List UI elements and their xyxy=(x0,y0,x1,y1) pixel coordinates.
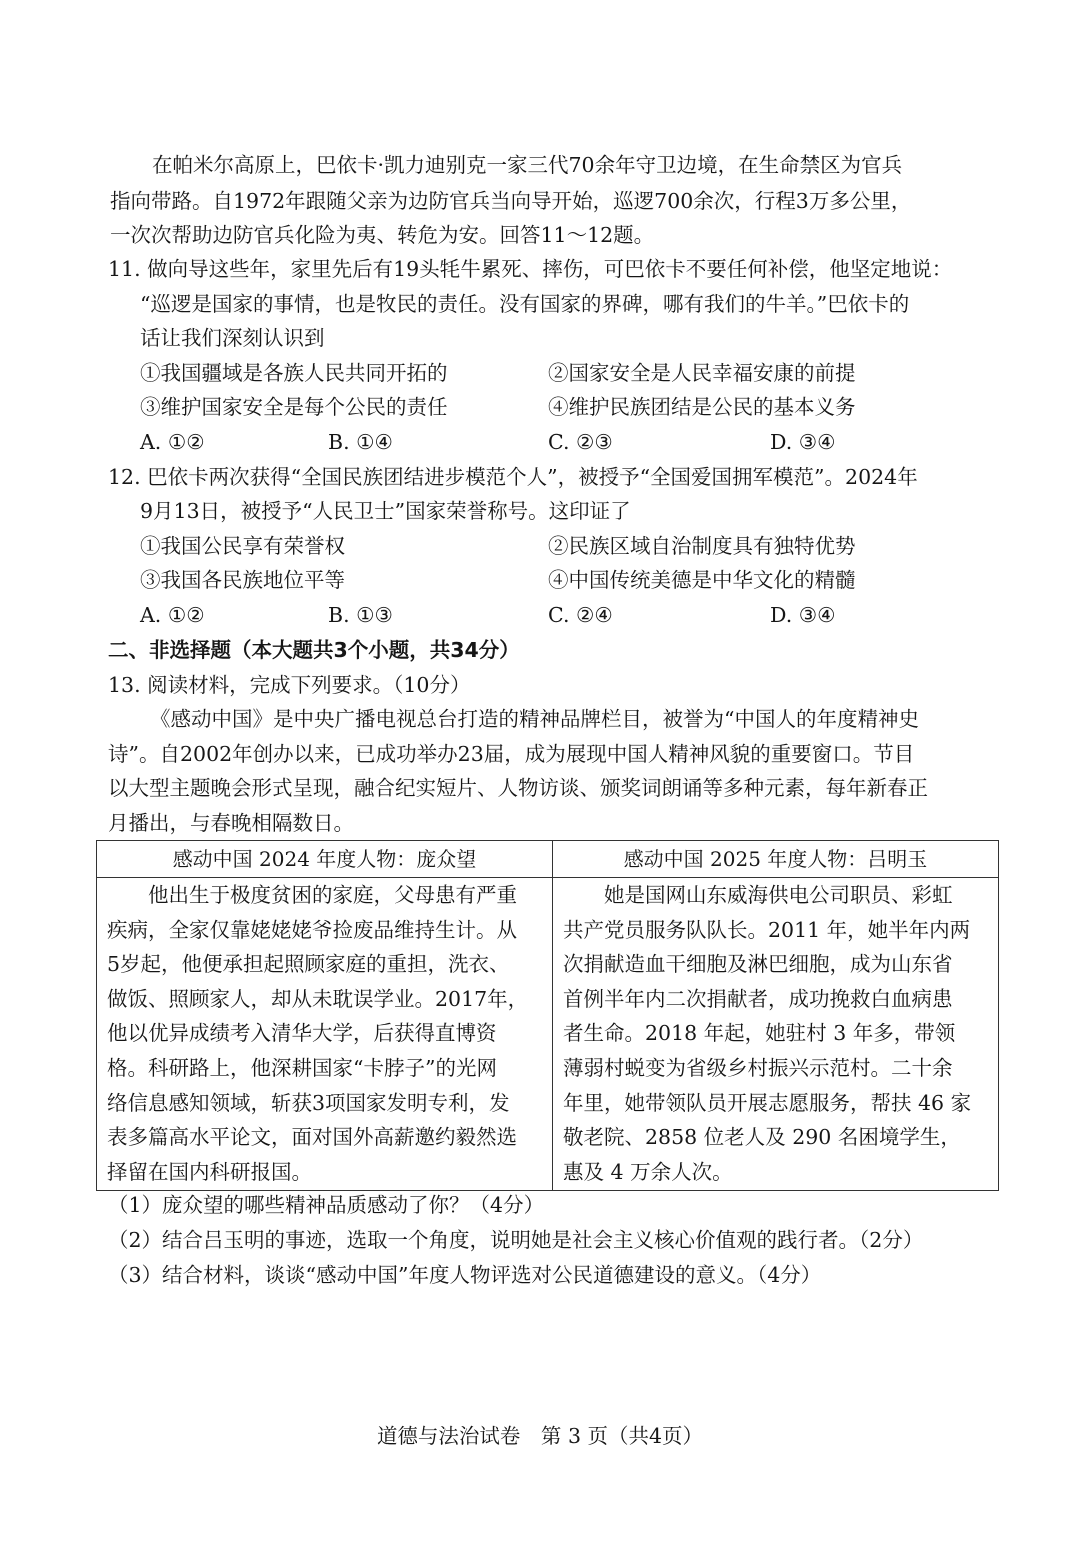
left-cell-line: 络信息感知领域，斩获3项国家发明专利，发 xyxy=(107,1090,510,1115)
table-cell-right xyxy=(553,878,999,1191)
table-header-row xyxy=(97,841,999,878)
table-body-row xyxy=(97,878,999,1191)
q12-choice-c: C. ②④ xyxy=(548,603,613,627)
q11-choice-c: C. ②③ xyxy=(548,430,613,454)
left-cell-line: 格。科研路上，他深耕国家“卡脖子”的光网 xyxy=(107,1055,497,1080)
right-cell-line: 次捐献造血干细胞及淋巴细胞，成为山东省 xyxy=(563,952,953,977)
right-cell-line: 她是国网山东威海供电公司职员、彩虹 xyxy=(563,883,953,907)
q12-item-4: ④中国传统美德是中华文化的精髓 xyxy=(548,568,856,592)
q13-material-4: 月播出，与春晚相隔数日。 xyxy=(108,811,354,835)
q13-material-3: 以大型主题晚会形式呈现，融合纪实短片、人物访谈、颁奖词朗诵等多种元素，每年新春正 xyxy=(108,776,928,800)
intro-line-1: 在帕米尔高原上，巴依卡·凯力迪别克一家三代70余年守卫边境，在生命禁区为官兵 xyxy=(152,153,903,177)
right-cell-line: 敬老院、2858 位老人及 290 名困境学生， xyxy=(563,1125,961,1150)
q12-stem-1: 12. 巴依卡两次获得“全国民族团结进步模范个人”，被授予“全国爱国拥军模范”。2024年 xyxy=(108,465,918,489)
q13-sub-2: （2）结合吕玉明的事迹，选取一个角度，说明她是社会主义核心价值观的践行者。（2分） xyxy=(108,1228,924,1252)
q11-item-1: ①我国疆域是各族人民共同开拓的 xyxy=(140,361,448,385)
intro-line-3: 一次次帮助边防官兵化险为夷、转危为安。回答11～12题。 xyxy=(110,223,655,247)
left-cell-line: 他出生于极度贫困的家庭，父母患有严重 xyxy=(107,883,517,907)
q11-choice-b: B. ①④ xyxy=(328,430,393,454)
table-header-right: 感动中国 2025 年度人物：吕明玉 xyxy=(553,841,999,878)
q11-item-3: ③维护国家安全是每个公民的责任 xyxy=(140,395,448,419)
section-title: 二、非选择题（本大题共3个小题，共34分） xyxy=(108,638,520,662)
right-cell-line: 者生命。2018 年起，她驻村 3 年多，带领 xyxy=(563,1021,956,1046)
right-cell-line: 共产党员服务队队长。2011 年，她半年内两 xyxy=(563,917,971,942)
q12-item-2: ②民族区域自治制度具有独特优势 xyxy=(548,534,856,558)
q12-item-3: ③我国各民族地位平等 xyxy=(140,568,345,592)
person-table xyxy=(96,840,999,1191)
q12-choice-d: D. ③④ xyxy=(770,603,836,627)
q13-stem: 13. 阅读材料，完成下列要求。（10分） xyxy=(108,673,471,697)
q13-material-2: 诗”。自2002年创办以来，已成功举办23届，成为展现中国人精神风貌的重要窗口。节目 xyxy=(108,742,915,766)
q12-stem-2: 9月13日，被授予“人民卫士”国家荣誉称号。这印证了 xyxy=(140,499,631,523)
intro-line-2: 指向带路。自1972年跟随父亲为边防官兵当向导开始，巡逻700余次，行程3万多公里， xyxy=(110,189,912,213)
left-cell-line: 择留在国内科研报国。 xyxy=(107,1159,312,1184)
left-cell-line: 他以优异成绩考入清华大学，后获得直博资 xyxy=(107,1021,497,1046)
page-footer: 道德与法治试卷 第 3 页（共4页） xyxy=(376,1424,704,1448)
right-cell-line: 首例半年内二次捐献者，成功挽救白血病患 xyxy=(563,986,953,1011)
q13-sub-1: （1）庞众望的哪些精神品质感动了你？（4分） xyxy=(108,1193,545,1217)
q12-choice-b: B. ①③ xyxy=(328,603,393,627)
q11-choice-d: D. ③④ xyxy=(770,430,836,454)
q12-choice-a: A. ①② xyxy=(140,603,205,627)
right-cell-line: 年里，她带领队员开展志愿服务，帮扶 46 家 xyxy=(563,1090,972,1115)
q13-sub-3: （3）结合材料，谈谈“感动中国”年度人物评选对公民道德建设的意义。（4分） xyxy=(108,1263,822,1287)
left-cell-line: 5岁起，他便承担起照顾家庭的重担，洗衣、 xyxy=(107,952,510,977)
q11-item-4: ④维护民族团结是公民的基本义务 xyxy=(548,395,856,419)
table-cell-left xyxy=(97,878,553,1191)
q11-item-2: ②国家安全是人民幸福安康的前提 xyxy=(548,361,856,385)
q11-stem-3: 话让我们深刻认识到 xyxy=(140,326,325,350)
q11-stem-2: “巡逻是国家的事情，也是牧民的责任。没有国家的界碑，哪有我们的牛羊。”巴依卡的 xyxy=(140,292,910,316)
right-cell-line: 薄弱村蜕变为省级乡村振兴示范村。二十余 xyxy=(563,1055,953,1080)
table-header-left: 感动中国 2024 年度人物：庞众望 xyxy=(97,841,553,878)
q11-choice-a: A. ①② xyxy=(140,430,205,454)
q11-stem-1: 11. 做向导这些年，家里先后有19头牦牛累死、摔伤，可巴依卡不要任何补偿，他坚定地说： xyxy=(108,257,953,281)
q12-item-1: ①我国公民享有荣誉权 xyxy=(140,534,345,558)
left-cell-line: 表多篇高水平论文，面对国外高薪邀约毅然选 xyxy=(107,1125,517,1150)
left-cell-line: 疾病，全家仅靠姥姥姥爷捡废品维持生计。从 xyxy=(107,917,517,942)
left-cell-line: 做饭、照顾家人，却从未耽误学业。2017年， xyxy=(107,986,529,1011)
q13-material-1: 《感动中国》是中央广播电视总台打造的精神品牌栏目，被誉为“中国人的年度精神史 xyxy=(150,707,919,731)
right-cell-line: 惠及 4 万余人次。 xyxy=(563,1159,733,1184)
